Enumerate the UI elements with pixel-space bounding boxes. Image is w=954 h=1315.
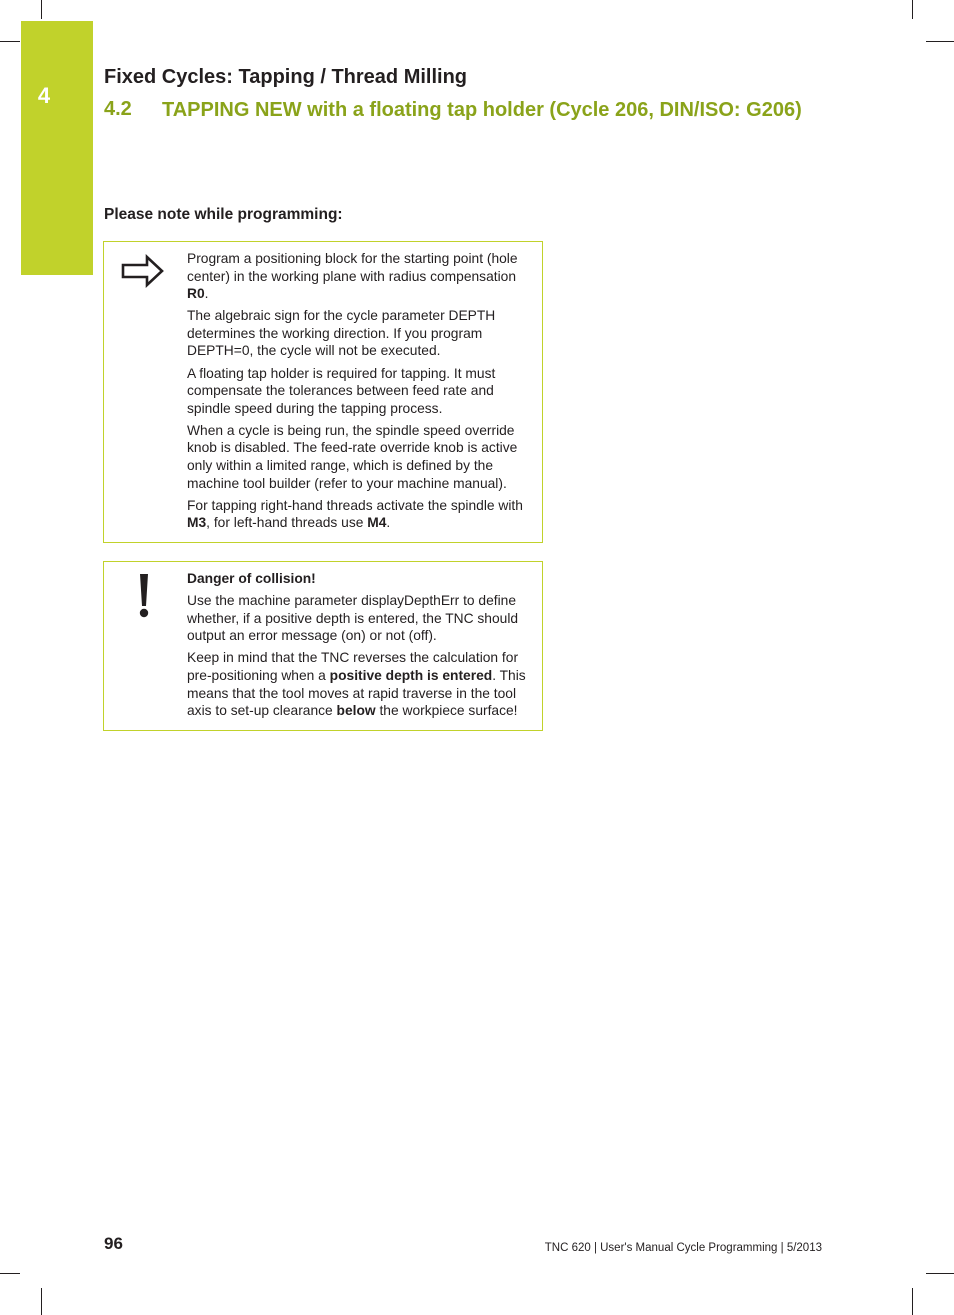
note-paragraph [187,250,534,303]
warning-paragraph [187,649,534,719]
arrow-right-icon [120,254,166,293]
warning-box [103,561,543,731]
note-text: For tapping right-hand threads activate the spindle with [187,497,523,513]
page-number: 96 [104,1234,123,1253]
warning-text: Keep in mind that the TNC reverses the calculation for pre-positioning when a [187,650,519,683]
exclamation-icon [136,572,152,625]
note-paragraph: The algebraic sign for the cycle parameter DEPTH determines the working direction. If you program DEPTH=0, the cycle will not be executed. [187,308,496,359]
crop-mark [0,1273,20,1274]
note-box [103,241,543,543]
note-paragraph: A floating tap holder is required for tapping. It must compensate the tolerances between feed rate and spindle speed during the tapping process. [187,365,496,416]
chapter-number: 4 [37,83,51,108]
code-m3: M3 [187,515,207,531]
crop-mark [926,41,954,42]
crop-mark [912,0,913,19]
crop-mark [41,0,42,19]
note-text: Program a positioning block for the starting point (hole center) in the working plane with radius compensation [187,251,518,284]
note-text: . [386,515,391,531]
note-text: , for left-hand threads use [206,515,368,531]
section-title: TAPPING NEW with a floating tap holder (Cycle 206, DIN/ISO: G206) [162,99,802,121]
crop-mark [912,1288,913,1315]
warning-text: . This means that the tool moves at rapid traverse in the tool axis to set-up clearance [187,667,526,719]
note-text: . [204,286,209,302]
warning-heading: Danger of collision! [187,571,316,586]
crop-mark [0,41,20,42]
crop-mark [41,1288,42,1315]
chapter-tab [21,21,93,275]
chapter-title: Fixed Cycles: Tapping / Thread Milling [104,66,468,88]
warning-emphasis: positive depth is entered [329,667,493,683]
warning-emphasis: below [336,703,376,719]
crop-mark [926,1273,954,1274]
warning-text: the workpiece surface! [375,703,518,719]
note-paragraph: When a cycle is being run, the spindle speed override knob is disabled. The feed-rate override knob is active only within a limited range, which is defined by the machine tool builder (refer to your machine manual). [187,422,518,491]
note-paragraph [187,497,534,532]
code-m4: M4 [367,515,387,531]
footer-text: TNC 620 | User's Manual Cycle Programming | 5/2013 [544,1242,822,1254]
section-number: 4.2 [104,98,132,120]
code-r0: R0 [187,286,205,302]
warning-paragraph: Use the machine parameter displayDepthErr to define whether, if a positive depth is entered, the TNC should output an error message (on) or not (off). [187,593,519,644]
subheading: Please note while programming: [104,206,343,223]
